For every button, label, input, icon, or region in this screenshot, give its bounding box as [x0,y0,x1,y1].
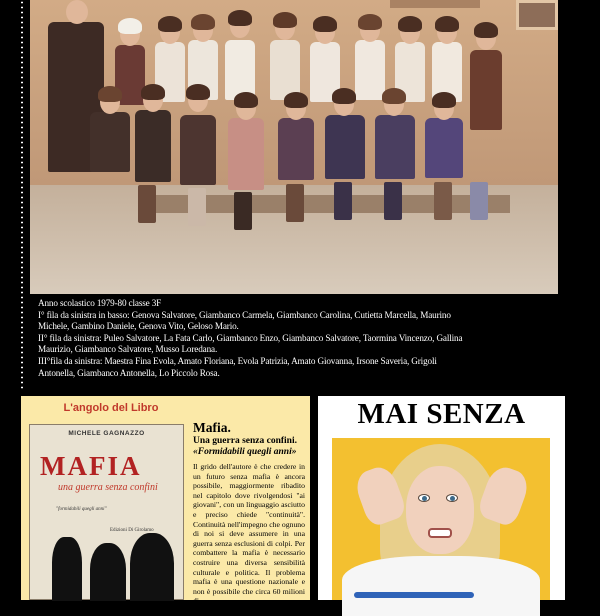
book-review-text: Il grido dell'autore è che credere in un futuro senza mafia è ancora possibile, maggiormente ribadito nel capitolo dove rivolgendosi "ai giovani", con un linguaggio asciutto e preciso chiede "continuità". Continuità nell'impegno che ognuno di noi si deve assumere in una guerra senza esclusioni di colpi. Per combattere la mafia è necessario costruire una diversa sensibilità culturale e politica. Il problema mafia è una questione nazionale e non è possibile che circa 60 milioni di [193,462,305,606]
caption-line: Michele, Gambino Daniele, Genova Vito, Geloso Mario. [38,321,239,332]
photo-caption [38,298,558,379]
caption-line: II° fila da sinistra: Puleo Salvatore, La Fata Carlo, Giambanco Enzo, Giambanco Salvatore, Taormina Vincenzo, Gallina [38,332,463,343]
caption-line: Maurizio, Giambanco Salvatore, Musso Loredana. [38,344,218,355]
advertisement [318,396,565,600]
cover-title: MAFIA [40,451,142,481]
caption-line: Antonella, Giambanco Antonella, Lo Piccolo Rosa. [38,367,220,378]
book-corner [21,396,310,606]
ad-title: MAI SENZA [357,398,526,430]
book-subheading: Una guerra senza confini. [193,436,297,446]
caption-line: Anno scolastico 1979-80 classe 3F [38,298,162,308]
ad-woman-image [332,438,550,600]
cover-publisher: Edizioni Di Girolamo [110,528,154,533]
caption-line: I° fila da sinistra in basso: Genova Salvatore, Giambanco Carmela, Giambanco Carolina, Cutietta Marcella, Maurino [38,309,451,320]
dotted-divider [21,0,23,390]
book-section-title: L'angolo del Libro [63,402,159,414]
cover-subtitle: una guerra senza confini [58,482,158,493]
caption-line: III°fila da sinistra: Maestra Fina Evola, Amato Floriana, Evola Patrizia, Amato Giovanna, Irsone Saveria, Grigoli [38,355,437,366]
cover-author: MICHELE GAGNAZZO [68,430,145,437]
book-quote-heading: «Formidabili quegli anni» [193,447,297,457]
cover-quote: "formidabili quegli anni" [56,507,107,512]
book-cover-image [29,424,184,600]
book-heading-block [193,420,305,458]
class-photo [30,0,558,294]
book-heading: Mafia. [193,420,231,435]
ad-bottom-text-fragment [354,592,474,598]
